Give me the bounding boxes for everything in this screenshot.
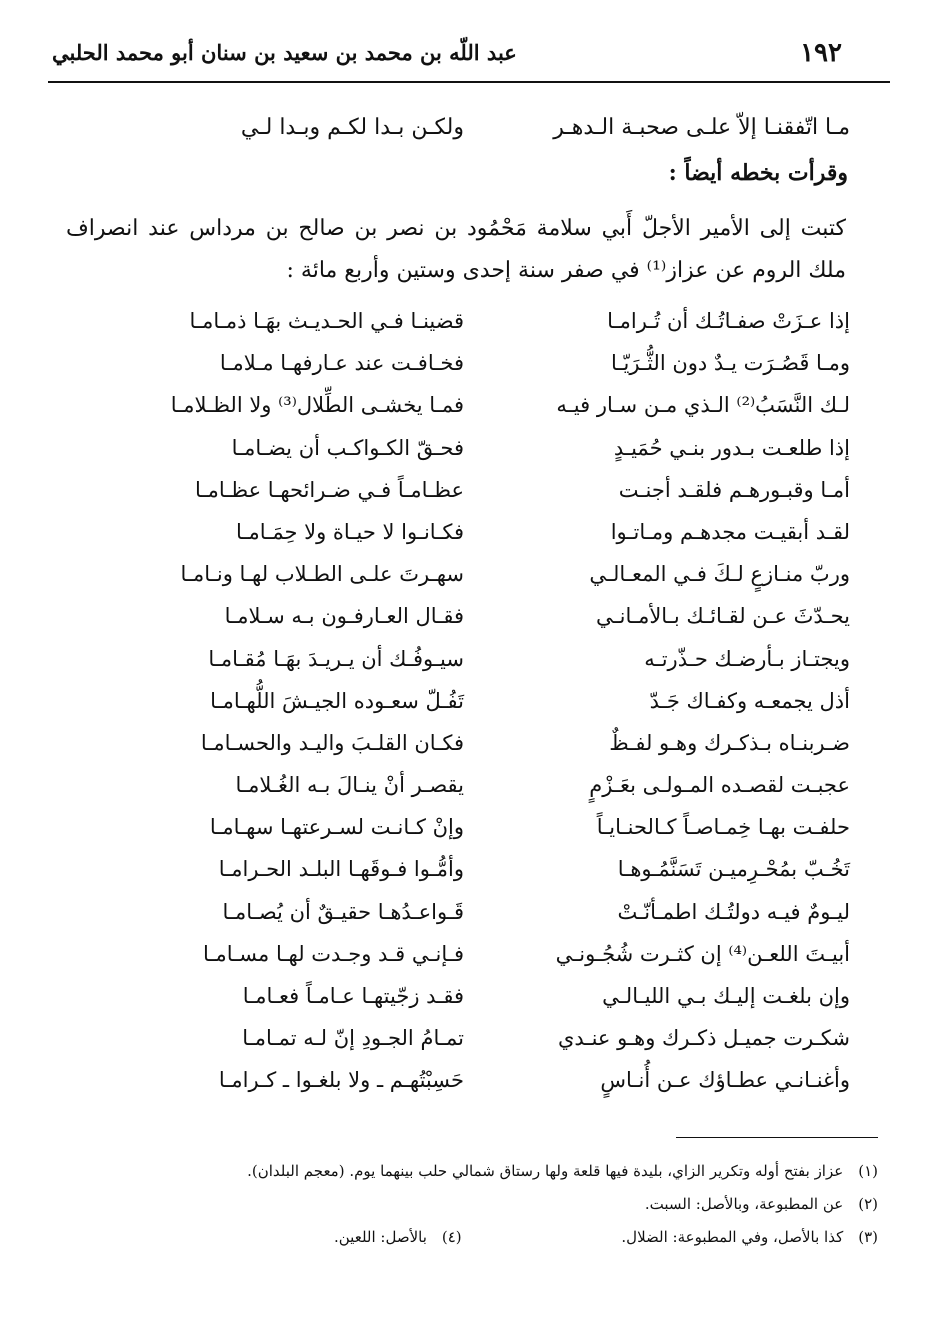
footnote bbox=[621, 1226, 878, 1248]
verse-second-hemistich: فكـانـوا لا حيـاة ولا حِمَـامـا bbox=[235, 519, 464, 544]
poem-verse bbox=[0, 1017, 934, 1059]
poem-verse bbox=[0, 764, 934, 806]
verse-first-hemistich: ليـومٌ فيـه دولتُـك اطمـأنّـتْ bbox=[617, 899, 850, 924]
verse-first-hemistich: مـا اتّفقنـا إلاّ علـى صحبـة الـدهـر bbox=[553, 115, 850, 140]
verse-first-hemistich: أذل يجمعـه وكفـاك جَـدّ bbox=[649, 688, 850, 713]
lead-verse bbox=[0, 108, 934, 148]
verse-first-hemistich: أبيـتَ اللعـن⁽⁴⁾ إن كثـرت شُجُـونـي bbox=[555, 941, 850, 966]
footnote-text: بالأصل: اللعين. bbox=[334, 1228, 427, 1246]
poem-verse bbox=[0, 638, 934, 680]
verse-first-hemistich: ويجتـاز بـأرضـك حـذّرتـه bbox=[644, 646, 850, 671]
verse-second-hemistich: يقصـر أنْ ينـالَ بـه الغُـلامـا bbox=[235, 773, 464, 798]
poem-verse bbox=[0, 511, 934, 553]
footnote bbox=[645, 1193, 878, 1215]
intro-paragraph: كتبت إلى الأمير الأجلّ أَبي سلامة مَحْمُود بن نصر بن صالح بن مرداس عند انصراف ملك الروم عن عزاز⁽¹⁾ في صفر سنة إحدى وستين وأربع مائة : bbox=[66, 216, 846, 283]
verse-second-hemistich: فـإنـي قـد وجـدت لهـا مسـامـا bbox=[202, 941, 464, 966]
footnote-divider bbox=[676, 1137, 878, 1138]
footnote-number: (١) bbox=[858, 1162, 878, 1180]
verse-first-hemistich: لقـد أبقيـت مجدهـم ومـاتـوا bbox=[610, 519, 850, 544]
verse-first-hemistich: يحـدّثَ عـن لقـائـك بـالأمـانـي bbox=[596, 604, 850, 629]
verse-second-hemistich: فقـد زجّيتهـا عـامـاً فعـامـا bbox=[242, 984, 464, 1008]
footnote bbox=[247, 1160, 878, 1182]
poem-verse bbox=[0, 427, 934, 469]
footnote-number: (٢) bbox=[858, 1195, 878, 1213]
poem-verse bbox=[0, 342, 934, 384]
verse-first-hemistich: وإن بلغـت إليـك بـي الليـالـي bbox=[602, 984, 850, 1008]
footnote-text: عن المطبوعة، وبالأصل: السبت. bbox=[644, 1195, 844, 1213]
verse-first-hemistich: ضـربنـاه بـذكـرك وهـو لفـظٌ bbox=[609, 730, 850, 755]
poem-verse bbox=[0, 1059, 934, 1101]
verse-second-hemistich: عظـامـاً فـي ضـرائحهـا عظـامـا bbox=[195, 477, 464, 502]
verse-first-hemistich: عجبـت لقصـده المـولـى بعَـزْمٍ bbox=[589, 773, 850, 798]
poem-verse bbox=[0, 680, 934, 722]
verse-second-hemistich: ولكـن بـدا لكـم وبـدا لـي bbox=[240, 115, 464, 140]
verse-first-hemistich: وربّ منـازعٍ لـكَ فـي المعـالـي bbox=[589, 562, 850, 587]
verse-first-hemistich: أمـا وقبـورهـم فلقـد أجنـت bbox=[618, 477, 850, 502]
verse-first-hemistich: تَخُـبّ بمُحْـرِميـن تَسَنَّمُـوهـا bbox=[617, 857, 850, 882]
verse-second-hemistich: تَفُـلّ سعـوده الجيـشَ اللُّهـامـا bbox=[210, 688, 464, 713]
footnote-number: (٤) bbox=[441, 1228, 462, 1246]
poem-verse bbox=[0, 848, 934, 890]
poem-verse bbox=[0, 553, 934, 595]
poem-verse bbox=[0, 933, 934, 975]
footnote-text: عزاز بفتح أوله وتكرير الزاي، بليدة فيها قلعة ولها رستاق شمالي حلب بينهما يوم. (معجم البلدان). bbox=[247, 1162, 844, 1180]
footnote-text: كذا بالأصل، وفي المطبوعة: الضلال. bbox=[621, 1228, 844, 1246]
verse-second-hemistich: سهـرتَ علـى الطـلاب لهـا ونـامـا bbox=[180, 562, 464, 587]
poem-verse bbox=[0, 469, 934, 511]
verse-second-hemistich: وإنْ كـانـت لسـرعتهـا سهـامـا bbox=[209, 815, 464, 840]
verse-second-hemistich: قضينـا فـي الحـديـث بهَـا ذمـامـا bbox=[189, 309, 464, 333]
verse-second-hemistich: فقـال العـارفـون بـه سـلامـا bbox=[224, 604, 464, 629]
verse-first-hemistich: وأغنـانـي عطـاؤك عـن أُنـاسٍ bbox=[600, 1068, 850, 1093]
poem-verse bbox=[0, 722, 934, 764]
footnote bbox=[334, 1226, 462, 1248]
running-title: عبد اللّه بن محمد بن سعيد بن سنان أبو محمد الحلبي bbox=[52, 40, 517, 65]
poem-verse bbox=[0, 891, 934, 933]
verse-second-hemistich: قَـواعـدُهـا حقيـقٌ أن يُصـامـا bbox=[222, 899, 464, 924]
section-subheading: وقرأت بخطه أيضاً : bbox=[668, 160, 848, 186]
verse-second-hemistich: فمـا يخشـى الطِّلال⁽³⁾ ولا الظـلامـا bbox=[170, 393, 464, 418]
poem-verse bbox=[0, 975, 934, 1017]
verse-first-hemistich: لـك النَّسَبُ⁽²⁾ الـذي مـن سـار فيـه bbox=[556, 393, 850, 418]
verse-second-hemistich: فحـقّ الكـواكـب أن يضـامـا bbox=[231, 435, 464, 460]
poem bbox=[0, 300, 934, 1120]
verse-second-hemistich: حَسِبْتُهـم ـ ولا بلغـوا ـ كـرامـا bbox=[218, 1068, 464, 1093]
verse-second-hemistich: تمـامُ الجـودِ إنّ لـه تمـامـا bbox=[242, 1026, 464, 1051]
poem-verse bbox=[0, 300, 934, 342]
footnote-number: (٣) bbox=[858, 1228, 878, 1246]
verse-first-hemistich: إذا طلعـت بـدور بنـي حُمَيـدٍ bbox=[613, 435, 850, 460]
verse-second-hemistich: سيـوفُـك أن يـريـدَ بهَـا مُقـامـا bbox=[208, 646, 464, 671]
verse-first-hemistich: حلفـت بهـا خِمـاصـاً كـالحنـايـاً bbox=[596, 815, 850, 840]
page-number: ١٩٢ bbox=[800, 38, 842, 68]
verse-first-hemistich: شكـرت جميـل ذكـرك وهـو عنـدي bbox=[557, 1026, 850, 1051]
verse-first-hemistich: ومـا قَصُـرَت يـدٌ دون الثُّـرَيّـا bbox=[610, 351, 850, 376]
poem-verse bbox=[0, 806, 934, 848]
poem-verse bbox=[0, 595, 934, 637]
poem-verse bbox=[0, 384, 934, 426]
verse-second-hemistich: وأمُّـوا فـوقَهـا البلـد الحـرامـا bbox=[218, 857, 464, 882]
verse-second-hemistich: فخـافـت عند عـارفهـا مـلامـا bbox=[219, 351, 464, 376]
verse-first-hemistich: إذا عـزَتْ صفـاتُـك أن تُـرامـا bbox=[607, 309, 850, 333]
header-divider bbox=[48, 81, 890, 83]
verse-second-hemistich: فكـان القلـبَ واليـد والحسـامـا bbox=[200, 730, 464, 755]
